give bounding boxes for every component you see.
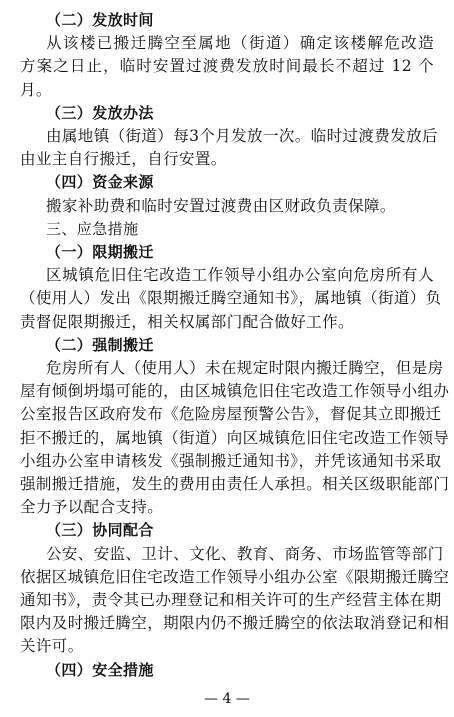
subsection-heading: （二）发放时间	[46, 11, 154, 29]
text-line: 从该楼已搬迁腾空至属地（街道）确定该楼解危改造	[46, 34, 434, 53]
subsection-heading: （四）资金来源	[46, 173, 154, 192]
text-line: 公室报告区政府发布《危险房屋预警公告》，督促其立即搬迁	[20, 405, 442, 424]
text-line: （使用人）发出《限期搬迁腾空通知书》，属地镇（街道）负	[20, 289, 442, 308]
text-line: 由属地镇（街道）每3个月发放一次。临时过渡费发放后	[46, 127, 438, 145]
text-line: 限内及时搬迁腾空，期限内仍不搬迁腾空的依法取消登记和相	[20, 614, 450, 633]
text-line: 全力予以配合支持。	[20, 498, 164, 517]
text-line: 依据区城镇危旧住宅改造工作领导小组办公室《限期搬迁腾空	[20, 567, 450, 586]
text-line: 屋有倾倒坍塌可能的，由区城镇危旧住宅改造工作领导小组办	[20, 382, 450, 401]
text-line: 责督促限期搬迁，相关权属部门配合做好工作。	[20, 312, 354, 331]
subsection-heading: （四）安全措施	[46, 660, 154, 679]
text-line: 公安、安监、卫计、文化、教育、商务、市场监管等部门	[46, 544, 444, 563]
subsection-heading: （三）发放办法	[46, 103, 154, 122]
text-line: 关许可。	[20, 637, 84, 656]
page-number: — 4 —	[204, 691, 250, 707]
text-line: 搬家补助费和临时安置过渡费由区财政负责保障。	[46, 196, 396, 215]
text-line: 危房所有人（使用人）未在规定时限内搬迁腾空，但是房	[46, 359, 444, 377]
text-line: 月。	[20, 80, 52, 99]
text-line: 区城镇危旧住宅改造工作领导小组办公室向危房所有人	[46, 266, 434, 285]
subsection-heading: （三）协同配合	[46, 521, 154, 540]
text-line: 通知书》，责令其已办理登记和相关许可的生产经营主体在期	[20, 591, 442, 609]
text-line: 强制搬迁措施，发生的费用由责任人承担。相关区级职能部门	[20, 475, 450, 493]
subsection-heading: （二）强制搬迁	[46, 335, 154, 354]
subsection-heading: （一）限期搬迁	[46, 243, 154, 261]
text-line: 小组办公室申请核发《强制搬迁通知书》，并凭该通知书采取	[20, 451, 442, 470]
text-line: 由业主自行搬迁，自行安置。	[20, 150, 227, 169]
text-line: 方案之日止，临时安置过渡费发放时间最长不超过 12 个	[20, 57, 434, 76]
text-line: 拒不搬迁的，属地镇（街道）向区城镇危旧住宅改造工作领导	[20, 428, 450, 447]
section-heading: 三、应急措施	[46, 219, 139, 238]
